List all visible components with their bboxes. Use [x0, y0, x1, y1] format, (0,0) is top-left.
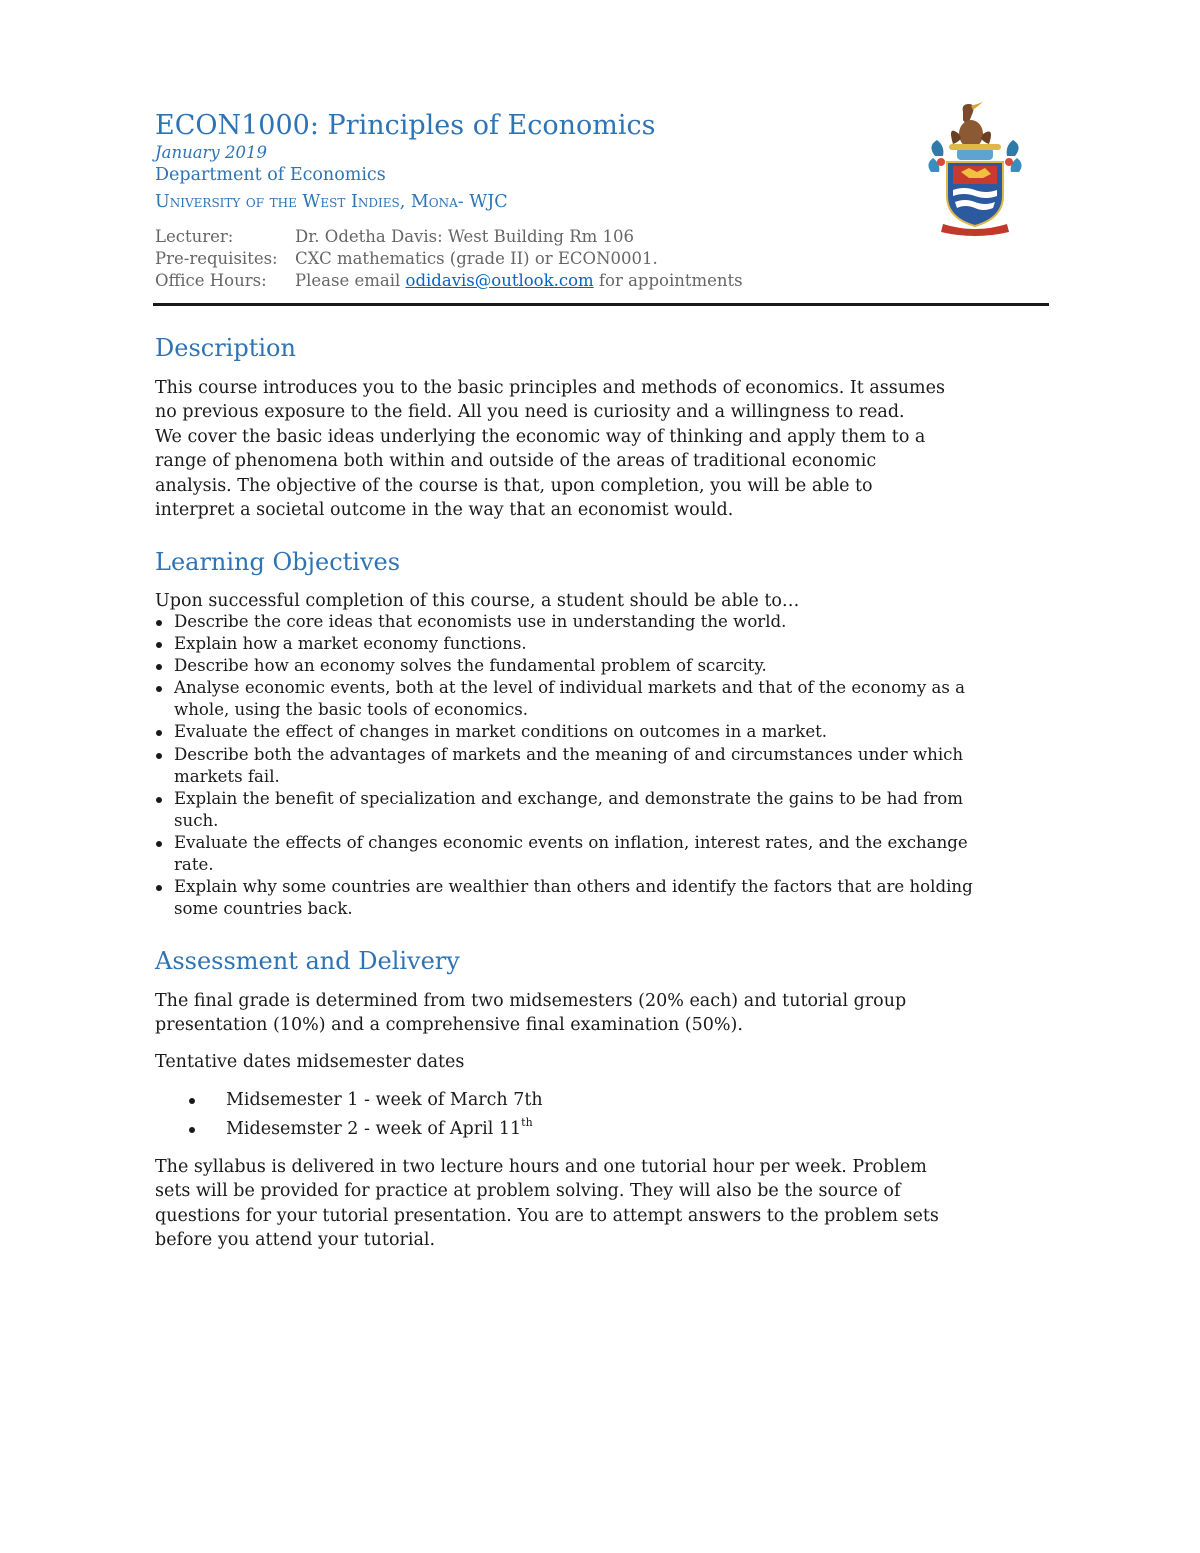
objective-text: Evaluate the effects of changes economic events on inflation, interest rates, and the exchange rate.: [174, 832, 968, 875]
tentative-dates-text: Tentative dates midsemester dates: [155, 1052, 465, 1072]
list-item: [155, 876, 1035, 920]
bullet-icon: [189, 1098, 195, 1104]
list-item: [155, 1115, 543, 1144]
list-item: [155, 788, 1035, 832]
lecturer-value: Dr. Odetha Davis: West Building Rm 106: [295, 227, 635, 246]
bullet-icon: [156, 686, 162, 692]
objective-text: Describe the core ideas that economists use in understanding the world.: [174, 612, 787, 631]
office-hours-prefix: Please email: [295, 271, 401, 290]
objective-text: Evaluate the effect of changes in market conditions on outcomes in a market.: [174, 722, 828, 742]
grading-paragraph: The final grade is determined from two midsemesters (20% each) and tutorial group presentation (10%) and a comprehensive final examination (50%).: [155, 991, 907, 1036]
list-item: [155, 611, 1035, 633]
course-title: ECON1000: Principles of Economics: [155, 110, 656, 141]
prerequisites-row: [155, 248, 658, 270]
list-item: [155, 721, 1035, 743]
objective-text: Describe how an economy solves the fundamental problem of scarcity.: [174, 656, 767, 676]
email-link[interactable]: odidavis@outlook.com: [405, 271, 594, 290]
header-divider: [153, 303, 1049, 306]
description-paragraph: This course introduces you to the basic principles and methods of economics. It assumes no previous exposure to the field. All you need is curiosity and a willingness to read. We cover the basic ideas underlying the economic way of thinking and apply them to a range of phenomena both within and outside of the areas of traditional economic analysis. The objective of the course is that, upon completion, you will be able to interpret a societal outcome in the way that an economist would.: [155, 378, 945, 521]
objective-text: Describe both the advantages of markets and the meaning of and circumstances under which markets fail.: [174, 744, 964, 786]
list-item: [155, 633, 1035, 655]
objective-text: Explain the benefit of specialization and exchange, and demonstrate the gains to be had from such.: [174, 788, 963, 830]
university-name: University of the West Indies, Mona- WJC: [155, 192, 508, 212]
office-hours-row: [155, 270, 743, 292]
office-hours-suffix: for appointments: [598, 271, 743, 290]
office-hours-label: Office Hours:: [155, 271, 267, 290]
university-crest-icon: [925, 98, 1025, 238]
prerequisites-label: Pre-requisites:: [155, 249, 278, 268]
bullet-icon: [156, 753, 162, 759]
midsemester-text: Midesemster 2 - week of April 11: [226, 1119, 522, 1139]
bullet-icon: [156, 620, 162, 626]
lecturer-row: [155, 226, 634, 248]
list-item: [155, 832, 1035, 876]
objective-text: Explain how a market economy functions.: [174, 634, 527, 654]
list-item: [155, 744, 1035, 788]
objective-text: Analyse economic events, both at the level of individual markets and that of the economy as a whole, using the basic tools of economics.: [174, 678, 966, 720]
department-name: Department of Economics: [155, 165, 386, 185]
bullet-icon: [156, 642, 162, 648]
objective-text: Explain why some countries are wealthier than others and identify the factors that are holding some countries back.: [174, 877, 973, 919]
bullet-icon: [156, 730, 162, 736]
delivery-paragraph: The syllabus is delivered in two lecture hours and one tutorial hour per week. Problem sets will be provided for practice at problem solving. They will also be the source of questions for your tutorial presentation. You are to attempt answers to the problem sets before you attend your tutorial.: [155, 1157, 939, 1251]
bullet-icon: [156, 841, 162, 847]
description-heading: Description: [155, 334, 296, 362]
term-date: January 2019: [155, 143, 267, 162]
lecturer-label: Lecturer:: [155, 227, 234, 246]
objectives-list: [155, 611, 1035, 920]
midsemester-suffix: th: [521, 1116, 533, 1129]
list-item: [155, 677, 1035, 721]
objectives-intro: Upon successful completion of this course, a student should be able to…: [155, 591, 800, 611]
bullet-icon: [156, 797, 162, 803]
assessment-heading: Assessment and Delivery: [155, 947, 460, 975]
bullet-icon: [156, 885, 162, 891]
prerequisites-value: CXC mathematics (grade II) or ECON0001.: [295, 249, 658, 268]
list-item: [155, 655, 1035, 677]
midsemester-text: Midsemester 1 - week of March 7th: [226, 1090, 543, 1110]
bullet-icon: [189, 1127, 195, 1133]
bullet-icon: [156, 664, 162, 670]
learning-objectives-heading: Learning Objectives: [155, 548, 401, 576]
list-item: [155, 1086, 543, 1115]
midsemester-list: [155, 1086, 543, 1144]
